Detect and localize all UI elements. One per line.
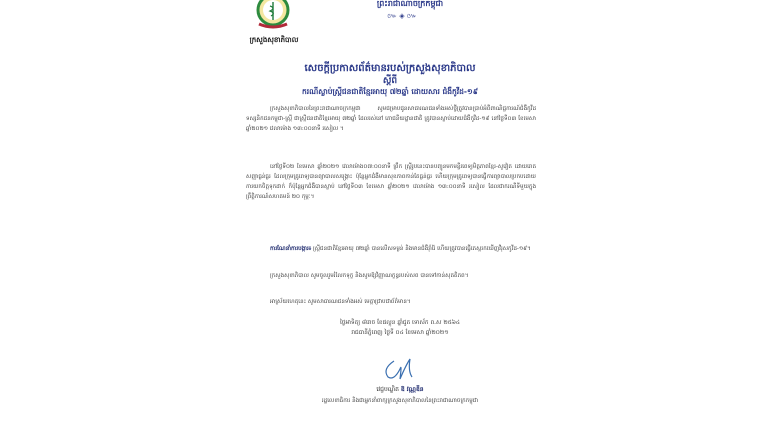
kingdom-heading: ព្រះរាជាណាចក្រកម្ពុជា: [376, 0, 444, 8]
signer-fullname: ឱ វណ្ណឌីន: [400, 386, 424, 393]
document-title-about: ស្ដីពី: [382, 76, 398, 86]
document-title: សេចក្ដីប្រកាសព័ត៌មានរបស់ក្រសួងសុខាភិបាល: [304, 63, 476, 74]
lunar-date: ថ្ងៃអាទិត្យ ៨រោច ខែផល្គុន ឆ្នាំជូត ទោស័ក ព.ស ២៥៦៤: [339, 320, 461, 326]
signer-name: [330, 385, 470, 394]
ornament-divider: ៚ ◈ ៚: [387, 12, 417, 20]
paragraph-2: នៅថ្ងៃទី០២ ខែមេសា ឆ្នាំ២០២១ វេលាម៉ោង០៧:០០នាទី ព្រឹក ស្ត្រីរូបនេះបានបញ្ជូនមកមន្ទីរពេទ្យមិត្តភាពខ្មែរ-សូវៀត ដោយរោគសញ្ញាធ្ងន់ធ្ងរ ដែលក្រុមគ្រូពេទ្យបានព្យាបាលសង្គ្រោះ ប៉ុន្តែអ្នកជំងឺមានសុខភាពកាន់តែធ្ងន់ធ្ងរ ហើយក្រុមគ្រូពេទ្យបានធ្វើការព្យាបាលប្រកបដោយការយកចិត្តទុកដាក់ ក៏ប៉ុន្តែអ្នកជំងឺបានស្លាប់ នៅថ្ងៃទី០៣ ខែមេសា ឆ្នាំ២០២១ វេលាម៉ោង ១៣:០០នាទី រសៀល ដែលជាករណីទីមួយក្នុងព្រឹត្តិការណ៍សហគមន៍ ២០ កុម្ភៈ។: [246, 164, 536, 200]
prevention-lead: ការណែនាំការបង្ការ៖: [270, 246, 312, 252]
ministry-of-health-logo-icon: [251, 0, 295, 30]
signature-icon: [380, 355, 422, 383]
document-subject: ករណីស្លាប់ស្ត្រីជនជាតិខ្មែរអាយុ ៧២ឆ្នាំ ដោយសារ ជំងឺកូវីដ-១៩: [301, 87, 479, 96]
prevention-text: ស្ត្រីជនជាតិខ្មែរអាយុ ៧២ឆ្នាំ បានលើសទម្ងន់ និងមានជំងឺរ៉ាំរ៉ៃ ហើយត្រូវបានធ្វើតេស្តរកឃើញវីរុសកូវីដ-១៩។: [313, 246, 531, 252]
paragraph-3: [246, 244, 536, 254]
logo-caption: ក្រសួងសុខាភិបាល: [249, 36, 299, 44]
paragraph-5: អាស្រ័យហេតុនេះ សូមសាធារណជនទាំងអស់ មេត្តាជ្រាបជាព័ត៌មាន។: [270, 299, 411, 305]
paragraph-1: ក្រសួងសុខាភិបាលនៃព្រះរាជាណាចក្រកម្ពុជា សូមជម្រាបជូនសាធារណជនទាំងអស់ថ្វីត្រូវបានប្រាប់អំពីពាណិជ្ជការណ៍ជំងឺកូវីដ ទស្សនិកជនកម្ពុជា-ស្ត្រី ជាស្ត្រីជនជាតិខ្មែរអាយុ ៧២ឆ្នាំ ដែលរស់នៅ ភោជនីយដ្ឋានជាតិ ត្រូវបានស្លាប់ដោយជំងឺកូវីដ-១៩ នៅថ្ងៃទី០៣ ខែមេសា ឆ្នាំ២០២១ វេលាម៉ោង ១៣:០០នាទី រសៀល ។: [246, 106, 536, 132]
paragraph-4: ក្រសួងសុខាភិបាល សូមចូលរួមរំលែកទុក្ខ និងសូមឱ្យវិញ្ញាណក្ខន្ធរបស់សព បានទៅកាន់សុគតិភព។: [270, 273, 469, 279]
date-block: [300, 318, 500, 338]
solar-date: រាជធានីភ្នំពេញ ថ្ងៃទី ០៤ ខែមេសា ឆ្នាំ២០២១: [351, 330, 449, 336]
signer-prefix: វេជ្ជបណ្ឌិត: [376, 386, 399, 393]
signer-title: រដ្ឋលេខាធិការ និងជាអ្នកនាំពាក្យក្រសួងសុខាភិបាលនៃព្រះរាជាណាចក្រកម្ពុជា: [321, 398, 479, 404]
